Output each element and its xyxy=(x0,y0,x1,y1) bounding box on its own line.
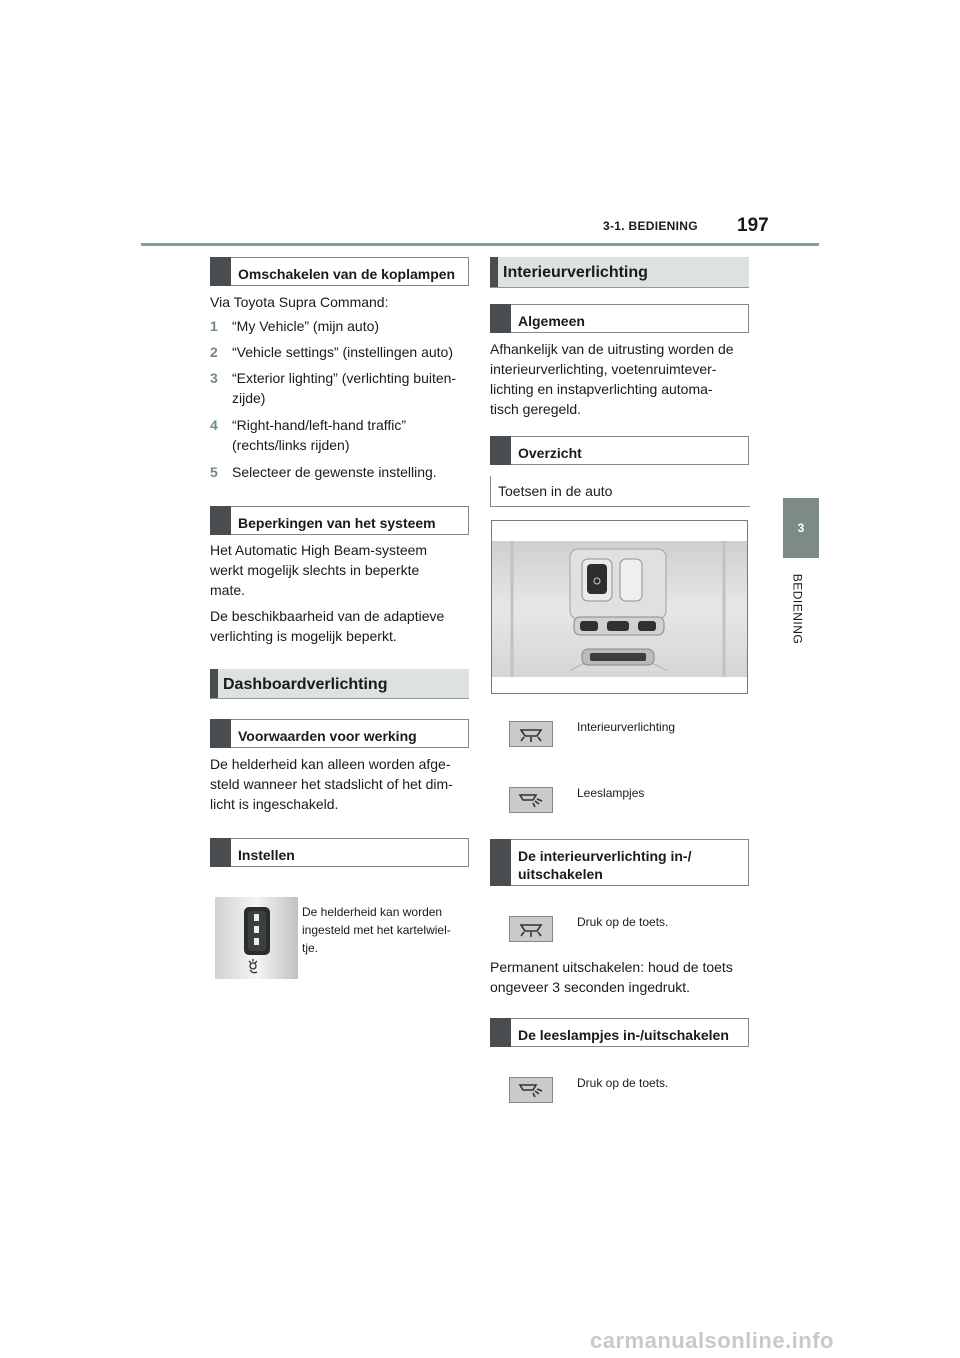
step-text: “Exterior lighting” (verlichting buiten- xyxy=(232,370,457,386)
limits-paragraph-1 xyxy=(210,540,427,600)
step-text: Selecteer de gewenste instelling. xyxy=(232,464,437,480)
text-line: licht is ingeschakeld. xyxy=(210,796,339,812)
text-line: Permanent uitschakelen: houd de toets xyxy=(490,959,733,975)
chapter-label xyxy=(770,568,830,658)
step-number: 1 xyxy=(210,318,218,334)
heading-interior-switch xyxy=(490,839,749,886)
heading-bar xyxy=(210,257,231,286)
step-text: “Right-hand/left-hand traffic” xyxy=(232,417,407,433)
heading-text: Omschakelen van de koplampen xyxy=(238,266,456,282)
reading-caption: Druk op de toets. xyxy=(577,1076,669,1090)
heading-algemeen xyxy=(490,304,749,333)
watermark: carmanualsonline.info xyxy=(590,1328,834,1353)
section-interieurverlichting xyxy=(490,257,749,288)
step-number: 2 xyxy=(210,344,218,360)
heading-bar xyxy=(210,719,231,748)
section-bar xyxy=(490,257,498,287)
heading-text xyxy=(518,847,691,883)
overview-subtitle: Toetsen in de auto xyxy=(498,483,613,499)
overview-border-left xyxy=(490,476,491,507)
interior-light-icon xyxy=(515,920,547,938)
heading-text: Algemeen xyxy=(518,313,585,329)
text-line: Afhankelijk van de uitrusting worden de xyxy=(490,341,734,357)
limits-paragraph-2 xyxy=(210,606,444,646)
section-bar xyxy=(210,669,218,698)
interior-light-icon xyxy=(515,725,547,743)
text-line: ingesteld met het kartelwiel- xyxy=(302,923,451,937)
text-line: werkt mogelijk slechts in beperkte xyxy=(210,562,420,578)
chapter-label-text: BEDIENING xyxy=(790,573,805,645)
interior-light-button xyxy=(509,721,553,747)
section-dashboardverlichting xyxy=(210,669,469,699)
heading-instellen xyxy=(210,838,469,867)
heading-text: Instellen xyxy=(238,847,295,863)
heading-text: Voorwaarden voor werking xyxy=(238,728,417,744)
heading-bar xyxy=(490,304,511,333)
heading-text: De leeslampjes in-/uitschakelen xyxy=(518,1027,729,1043)
heading-bar xyxy=(210,838,231,867)
step-text: “My Vehicle” (mijn auto) xyxy=(232,318,380,334)
step-text: “Vehicle settings” (instellingen auto) xyxy=(232,344,454,360)
switch-caption: Druk op de toets. xyxy=(577,915,669,929)
thumbwheel-caption xyxy=(302,903,451,957)
text-line: De beschikbaarheid van de adaptieve xyxy=(210,608,445,624)
overhead-console-image xyxy=(491,520,748,694)
chapter-tab xyxy=(783,498,819,558)
page-number: 197 xyxy=(737,215,769,236)
text-line: ongeveer 3 seconden ingedrukt. xyxy=(490,979,691,995)
heading-text: Overzicht xyxy=(518,445,582,461)
reading-lamp-icon xyxy=(515,791,547,809)
section-text: Interieurverlichting xyxy=(503,264,648,281)
step-number: 5 xyxy=(210,464,218,480)
step-text-cont: zijde) xyxy=(232,390,266,406)
text-line: tisch geregeld. xyxy=(490,401,582,417)
chapter-number: 3 xyxy=(797,521,805,535)
step-text-cont: (rechts/links rijden) xyxy=(232,437,350,453)
text-line: steld wanneer het stadslicht of het dim- xyxy=(210,776,453,792)
heading-text: Beperkingen van het systeem xyxy=(238,515,436,531)
step-number: 3 xyxy=(210,370,218,386)
header-divider xyxy=(141,243,819,246)
step-5 xyxy=(210,462,437,482)
reading-lamp-button xyxy=(509,787,553,813)
heading-reading-lamps xyxy=(490,1018,749,1047)
heading-voorwaarden xyxy=(210,719,469,748)
text-line: uitschakelen xyxy=(518,866,603,882)
text-line: tje. xyxy=(302,941,319,955)
heading-omschakelen xyxy=(210,257,469,286)
conditions-paragraph xyxy=(210,754,453,814)
intro-text: Via Toyota Supra Command: xyxy=(210,294,389,310)
heading-overzicht xyxy=(490,436,749,465)
text-line: Het Automatic High Beam-systeem xyxy=(210,542,428,558)
text-line: De helderheid kan alleen worden afge- xyxy=(210,756,451,772)
thumbwheel-image xyxy=(215,897,298,979)
text-line: De helderheid kan worden xyxy=(302,905,443,919)
text-line: De interieurverlichting in-/ xyxy=(518,848,692,864)
step-1 xyxy=(210,316,379,336)
text-line: interieurverlichting, voetenruimtever- xyxy=(490,361,717,377)
step-4 xyxy=(210,415,406,455)
text-line: lichting en instapverlichting automa- xyxy=(490,381,713,397)
general-paragraph xyxy=(490,339,734,419)
heading-bar xyxy=(490,839,511,886)
text-line: verlichting is mogelijk beperkt. xyxy=(210,628,397,644)
section-title: 3-1. BEDIENING xyxy=(603,219,698,233)
heading-bar xyxy=(490,1018,511,1047)
heading-bar xyxy=(210,506,231,535)
interior-light-label: Interieurverlichting xyxy=(577,720,676,734)
reading-lamp-button-2 xyxy=(509,1077,553,1103)
reading-lamp-label: Leeslampjes xyxy=(577,786,645,800)
text-line: mate. xyxy=(210,582,246,598)
overhead-console-drawing xyxy=(492,521,747,693)
step-3 xyxy=(210,368,456,408)
interior-light-button-2 xyxy=(509,916,553,942)
step-2 xyxy=(210,342,453,362)
reading-lamp-icon xyxy=(515,1081,547,1099)
step-number: 4 xyxy=(210,417,218,433)
heading-bar xyxy=(490,436,511,465)
heading-beperkingen xyxy=(210,506,469,535)
permanent-paragraph xyxy=(490,957,733,997)
overview-divider xyxy=(490,506,750,507)
section-text: Dashboardverlichting xyxy=(223,676,388,693)
thumbwheel-icon xyxy=(215,897,298,979)
